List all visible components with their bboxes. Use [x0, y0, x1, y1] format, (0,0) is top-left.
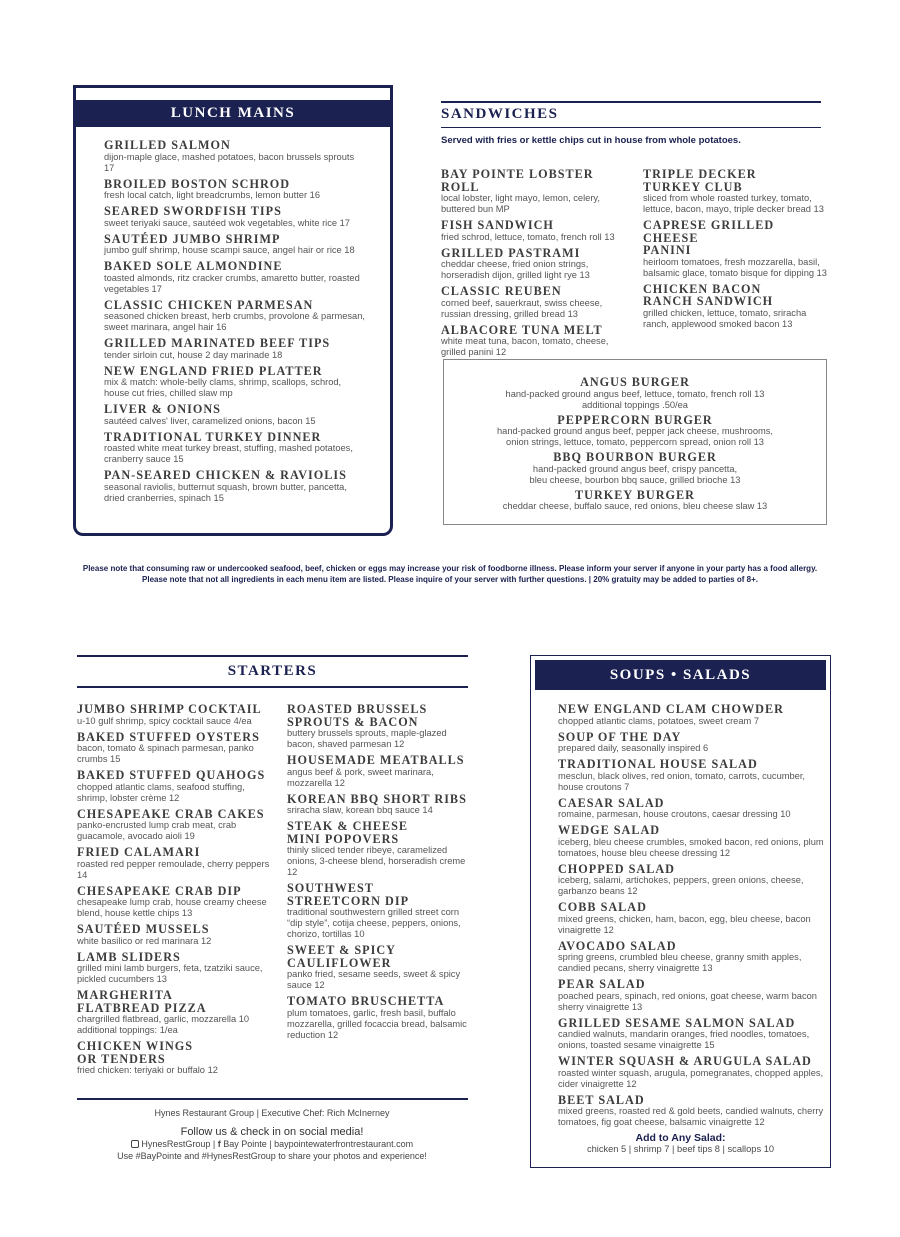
menu-item — [287, 793, 467, 817]
menu-item-name: WINTER SQUASH & ARUGULA SALAD — [558, 1054, 812, 1068]
add-to-salad-options: chicken 5 | shrimp 7 | beef tips 8 | scallops 10 — [586, 1144, 775, 1154]
menu-item — [558, 978, 826, 1013]
menu-item-name: CAPRESE GRILLED CHEESE PANINI — [643, 218, 775, 257]
menu-item-description: prepared daily, seasonally inspired 6 — [558, 743, 709, 753]
menu-item-description: sautéed calves' liver, caramelized onions, bacon 15 — [104, 415, 316, 426]
website-link[interactable]: baypointewaterfrontrestaurant.com — [274, 1139, 414, 1149]
menu-item-description: dijon-maple glace, mashed potatoes, bacon brussels sprouts 17 — [104, 151, 355, 173]
lunch-mains-list — [76, 127, 366, 504]
menu-item-name: CLASSIC REUBEN — [441, 284, 562, 298]
starters-right-column — [287, 703, 467, 1045]
menu-item — [643, 283, 828, 330]
notice-line-2: Please note that not all ingredients in each menu item are listed. Please inquire of your server with further questions. | 20% gratuity may be added to parties of 8+. — [142, 575, 758, 584]
menu-item-name: LAMB SLIDERS — [77, 949, 181, 964]
menu-item — [104, 431, 366, 466]
menu-item-name: SOUTHWEST STREETCORN DIP — [287, 881, 410, 908]
menu-item-name: ANGUS BURGER — [580, 375, 690, 389]
menu-item-description: grilled mini lamb burgers, feta, tzatziki sauce, pickled cucumbers 13 — [77, 963, 263, 984]
menu-item-description: buttery brussels sprouts, maple-glazed bacon, shaved parmesan 12 — [287, 728, 447, 749]
menu-item-description: sliced from whole roasted turkey, tomato, lettuce, bacon, mayo, triple decker bread 13 — [643, 193, 824, 214]
menu-item-description: mixed greens, chicken, ham, bacon, egg, bleu cheese, bacon vinaigrette 12 — [558, 913, 811, 935]
soups-salads-section — [530, 655, 831, 1168]
menu-item-name: PEPPERCORN BURGER — [557, 412, 713, 427]
menu-item — [441, 324, 633, 359]
menu-item-description: bacon, tomato & spinach parmesan, panko crumbs 15 — [77, 743, 254, 764]
menu-item-name: TRADITIONAL TURKEY DINNER — [104, 429, 322, 444]
menu-item-description: sriracha slaw, korean bbq sauce 14 — [287, 805, 433, 815]
menu-item-description: iceberg, salami, artichokes, peppers, green onions, cheese, garbanzo beans 12 — [558, 875, 804, 896]
menu-item — [441, 285, 633, 320]
menu-item — [287, 944, 467, 991]
menu-item-name: HOUSEMADE MEATBALLS — [287, 753, 465, 767]
menu-item — [104, 233, 366, 257]
menu-item — [77, 808, 277, 843]
menu-item — [77, 885, 277, 920]
menu-item-name: TRIPLE DECKER TURKEY CLUB — [643, 167, 757, 194]
menu-item-name: PEAR SALAD — [558, 977, 646, 991]
menu-item-name: FRIED CALAMARI — [77, 845, 201, 859]
starters-top-rule — [77, 655, 468, 657]
sandwiches-right-column — [643, 168, 828, 334]
menu-item-description: white basilico or red marinara 12 — [77, 935, 212, 946]
menu-item-name: CHOPPED SALAD — [558, 861, 675, 876]
menu-item-description: fried chicken: teriyaki or buffalo 12 — [77, 1065, 218, 1075]
menu-item-name: TOMATO BRUSCHETTA — [287, 994, 445, 1008]
menu-item — [77, 951, 277, 986]
menu-item — [441, 168, 633, 215]
menu-item — [104, 260, 366, 295]
menu-item — [558, 901, 826, 936]
menu-item — [444, 414, 826, 449]
menu-item — [104, 403, 366, 427]
menu-item — [643, 168, 828, 215]
menu-item — [643, 219, 828, 279]
menu-item — [77, 703, 277, 727]
menu-item-name: PAN-SEARED CHICKEN & RAVIOLIS — [104, 468, 347, 482]
menu-item-name: STEAK & CHEESE MINI POPOVERS — [287, 819, 409, 846]
menu-item — [77, 1040, 277, 1076]
menu-item-name: CAESAR SALAD — [558, 795, 665, 810]
menu-item-description: roasted white meat turkey breast, stuffing, mashed potatoes, cranberry sauce 15 — [104, 443, 353, 464]
menu-item-description: angus beef & pork, sweet marinara, mozzarella 12 — [287, 766, 434, 788]
menu-item-name: JUMBO SHRIMP COCKTAIL — [77, 702, 262, 716]
menu-item-description: hand-packed ground angus beef, crispy pancetta, bleu cheese, bourbon bbq sauce, grilled brioche 13 — [529, 463, 741, 485]
lunch-mains-section — [73, 85, 393, 536]
menu-item-name: MARGHERITA FLATBREAD PIZZA — [77, 988, 207, 1015]
menu-item-name: TURKEY BURGER — [575, 487, 695, 502]
instagram-handle[interactable]: HynesRestGroup — [141, 1139, 211, 1149]
menu-item — [558, 1055, 826, 1090]
sandwiches-subtitle: Served with fries or kettle chips cut in house from whole potatoes. — [441, 135, 741, 146]
hashtags: Use #BayPointe and #HynesRestGroup to share your photos and experience! — [117, 1151, 427, 1161]
menu-item-name: BEET SALAD — [558, 1092, 645, 1107]
menu-item-name: ROASTED BRUSSELS SPROUTS & BACON — [287, 702, 428, 729]
menu-item-description: mixed greens, roasted red & gold beets, candied walnuts, cherry tomatoes, fig goat cheese, balsamic vinaigrette 12 — [558, 1106, 824, 1127]
menu-item-name: SAUTÉED MUSSELS — [77, 922, 210, 936]
menu-item — [558, 1094, 826, 1129]
menu-item — [104, 299, 366, 334]
menu-item — [444, 451, 826, 486]
menu-item-description: hand-packed ground angus beef, pepper jack cheese, mushrooms, onion strings, lettuce, tomato, peppercorn spread, onion roll 13 — [497, 426, 773, 447]
menu-item — [77, 846, 277, 881]
menu-item-name: NEW ENGLAND FRIED PLATTER — [104, 363, 323, 378]
menu-item-name: FISH SANDWICH — [441, 218, 554, 232]
menu-item — [104, 178, 366, 202]
menu-item — [558, 940, 826, 975]
menu-item-name: GRILLED SALMON — [104, 138, 231, 152]
menu-item-name: AVOCADO SALAD — [558, 938, 677, 953]
menu-item-name: CHICKEN WINGS OR TENDERS — [77, 1039, 194, 1066]
add-to-salad-title: Add to Any Salad: — [635, 1132, 726, 1144]
menu-item — [287, 995, 467, 1041]
menu-item — [77, 769, 277, 804]
starters-title: STARTERS — [227, 663, 318, 679]
menu-item-name: NEW ENGLAND CLAM CHOWDER — [558, 702, 784, 716]
menu-item — [104, 205, 366, 229]
menu-item-description: corned beef, sauerkraut, swiss cheese, russian dressing, grilled bread 13 — [441, 297, 603, 319]
menu-item-name: ALBACORE TUNA MELT — [441, 322, 603, 337]
menu-item — [558, 1017, 826, 1052]
menu-item-description: fried schrod, lettuce, tomato, french roll 13 — [441, 231, 615, 242]
starters-left-column — [77, 703, 277, 1080]
menu-item — [558, 824, 826, 859]
menu-item — [444, 376, 826, 411]
menu-item — [77, 923, 277, 947]
menu-item-name: BAKED STUFFED QUAHOGS — [77, 768, 266, 782]
menu-item-name: BAKED SOLE ALMONDINE — [104, 259, 283, 273]
notice-line-1: Please note that consuming raw or undercooked seafood, beef, chicken or eggs may increase your risk of foodborne illness. Please inform your server if anyone in your party has a food allergy. — [82, 564, 818, 573]
menu-item — [104, 365, 366, 400]
menu-item-description: chopped atlantic clams, potatoes, sweet cream 7 — [558, 715, 760, 726]
menu-item-description: hand-packed ground angus beef, lettuce, tomato, french roll 13 additional toppings .50/ea — [505, 388, 765, 410]
menu-item-description: plum tomatoes, garlic, fresh basil, buffalo mozzarella, grilled focaccia bread, balsamic reduction 12 — [287, 1007, 467, 1040]
menu-item-description: sweet teriyaki sauce, sautéed wok vegetables, white rice 17 — [104, 217, 350, 228]
menu-item-description: local lobster, light mayo, lemon, celery, buttered bun MP — [441, 193, 600, 214]
menu-item-description: traditional southwestern grilled street corn “dip style”, cotija cheese, peppers, onions, chorizo, tortillas 10 — [287, 907, 461, 939]
menu-item-name: COBB SALAD — [558, 900, 647, 914]
starters-bottom-rule — [77, 686, 468, 688]
menu-item-description: seasoned chicken breast, herb crumbs, provolone & parmesan, sweet marinara, angel hair 16 — [104, 311, 365, 332]
menu-item-name: CHICKEN BACON RANCH SANDWICH — [643, 281, 774, 308]
lunch-mains-title: LUNCH MAINS — [76, 100, 390, 127]
menu-item-description: romaine, parmesan, house croutons, caesar dressing 10 — [558, 809, 791, 819]
menu-item — [444, 489, 826, 513]
menu-item-description: tender sirloin cut, house 2 day marinade 18 — [104, 349, 283, 360]
menu-item-name: WEDGE SALAD — [558, 823, 661, 837]
menu-item-name: CHESAPEAKE CRAB DIP — [77, 883, 242, 898]
menu-item-name: BROILED BOSTON SCHROD — [104, 176, 291, 191]
menu-item-name: SWEET & SPICY CAULIFLOWER — [287, 943, 396, 970]
follow-text: Follow us & check in on social media! — [180, 1126, 364, 1138]
menu-item-description: chargrilled flatbread, garlic, mozzarella 10 additional toppings: 1/ea — [77, 1014, 250, 1035]
menu-item-description: chesapeake lump crab, house creamy cheese blend, house kettle chips 13 — [77, 897, 267, 918]
menu-item-description: jumbo gulf shrimp, house scampi sauce, angel hair or rice 18 — [104, 245, 355, 255]
menu-item-name: CHESAPEAKE CRAB CAKES — [77, 806, 265, 821]
menu-item — [441, 247, 633, 282]
menu-item — [558, 731, 826, 755]
menu-item-description: cheddar cheese, buffalo sauce, red onions, bleu cheese slaw 13 — [502, 501, 768, 511]
restaurant-group: Hynes Restaurant Group | Executive Chef: Rich McInerney — [154, 1108, 390, 1118]
menu-item-name: GRILLED PASTRAMI — [441, 245, 581, 260]
menu-item — [558, 758, 826, 793]
menu-item-description: mix & match: whole-belly clams, shrimp, scallops, schrod, house cut fries, chilled slaw mp — [104, 377, 342, 398]
menu-item — [77, 989, 277, 1036]
menu-item-name: BBQ BOURBON BURGER — [553, 450, 717, 464]
menu-item-description: toasted almonds, ritz cracker crumbs, amaretto butter, roasted vegetables 17 — [104, 272, 360, 294]
menu-item — [287, 754, 467, 789]
menu-item-name: BAY POINTE LOBSTER ROLL — [441, 167, 594, 194]
instagram-icon — [131, 1140, 139, 1148]
menu-item — [558, 863, 826, 898]
menu-item — [558, 797, 826, 821]
menu-item-name: CLASSIC CHICKEN PARMESAN — [104, 297, 314, 312]
menu-item-name: GRILLED MARINATED BEEF TIPS — [104, 336, 331, 350]
menu-item-description: candied walnuts, mandarin oranges, fried noodles, tomatoes, onions, toasted sesame vinaigrette 15 — [558, 1029, 810, 1050]
sandwiches-left-column — [441, 168, 633, 362]
sandwiches-title: SANDWICHES — [441, 106, 559, 122]
menu-item-name: GRILLED SESAME SALMON SALAD — [558, 1015, 796, 1030]
menu-item-name: BAKED STUFFED OYSTERS — [77, 729, 260, 744]
menu-item-name: SAUTÉED JUMBO SHRIMP — [104, 231, 281, 246]
menu-item — [77, 731, 277, 766]
footer-rule — [77, 1098, 468, 1100]
menu-item-description: chopped atlantic clams, seafood stuffing, shrimp, lobster crème 12 — [77, 781, 245, 803]
menu-item-description: panko-encrusted lump crab meat, crab guacamole, avocado aioli 19 — [77, 820, 237, 841]
soups-salads-list — [535, 690, 826, 1128]
menu-item — [104, 337, 366, 361]
menu-item-name: KOREAN BBQ SHORT RIBS — [287, 791, 467, 806]
menu-item-name: LIVER & ONIONS — [104, 402, 221, 416]
menu-item-description: cheddar cheese, fried onion strings, horseradish dijon, grilled light rye 13 — [441, 259, 590, 280]
menu-item-description: grilled chicken, lettuce, tomato, sriracha ranch, applewood smoked bacon 13 — [643, 307, 807, 329]
menu-item — [104, 469, 366, 504]
menu-item-name: SOUP OF THE DAY — [558, 729, 682, 744]
footer: Hynes Restaurant Group | Executive Chef: Rich McInerney Follow us & check in on social media! HynesRestGroup | f Bay Pointe | baypointewaterfrontrestaurant.com Use #BayPointe and #HynesRestGroup to share your photos and experience! — [77, 1108, 467, 1161]
menu-item-description: roasted winter squash, arugula, pomegranates, chopped apples, cider vinaigrette 12 — [558, 1067, 824, 1089]
sandwiches-top-rule — [441, 101, 821, 103]
menu-item-name: TRADITIONAL HOUSE SALAD — [558, 757, 758, 771]
burgers-box — [443, 359, 827, 525]
facebook-icon: f — [217, 1139, 221, 1149]
menu-item-description: u-10 gulf shrimp, spicy cocktail sauce 4/ea — [77, 715, 252, 726]
menu-item — [287, 882, 467, 940]
menu-item — [104, 139, 366, 174]
facebook-page[interactable]: Bay Pointe — [223, 1139, 267, 1149]
menu-item-description: poached pears, spinach, red onions, goat cheese, warm bacon sherry vinaigrette 13 — [558, 990, 817, 1012]
soups-salads-title: SOUPS • SALADS — [535, 660, 826, 690]
menu-item-description: white meat tuna, bacon, tomato, cheese, grilled panini 12 — [441, 336, 609, 357]
menu-item-description: seasonal raviolis, butternut squash, brown butter, pancetta, dried cranberries, spinach 15 — [104, 481, 347, 503]
menu-item-description: iceberg, bleu cheese crumbles, smoked bacon, red onions, plum tomatoes, house bleu cheese dressing 12 — [558, 836, 824, 858]
allergy-notice — [60, 563, 840, 585]
sandwiches-bottom-rule — [441, 127, 821, 128]
menu-item-description: panko fried, sesame seeds, sweet & spicy sauce 12 — [287, 969, 461, 990]
menu-item — [558, 703, 826, 727]
menu-item-description: mesclun, black olives, red onion, tomato, carrots, cucumber, house croutons 7 — [558, 770, 805, 792]
menu-item-description: heirloom tomatoes, fresh mozzarella, basil, balsamic glace, tomato bisque for dipping 13 — [643, 256, 827, 278]
menu-item — [287, 703, 467, 750]
menu-item-description: roasted red pepper remoulade, cherry peppers 14 — [77, 858, 270, 880]
menu-item-description: thinly sliced tender ribeye, caramelized onions, 3-cheese blend, horseradish creme 12 — [287, 845, 466, 877]
menu-item-description: fresh local catch, light breadcrumbs, lemon butter 16 — [104, 190, 321, 200]
menu-item — [287, 820, 467, 878]
menu-item-description: spring greens, crumbled bleu cheese, granny smith apples, candied pecans, sherry vinaigrette 13 — [558, 952, 802, 973]
menu-item-name: SEARED SWORDFISH TIPS — [104, 204, 282, 218]
menu-item — [441, 219, 633, 243]
